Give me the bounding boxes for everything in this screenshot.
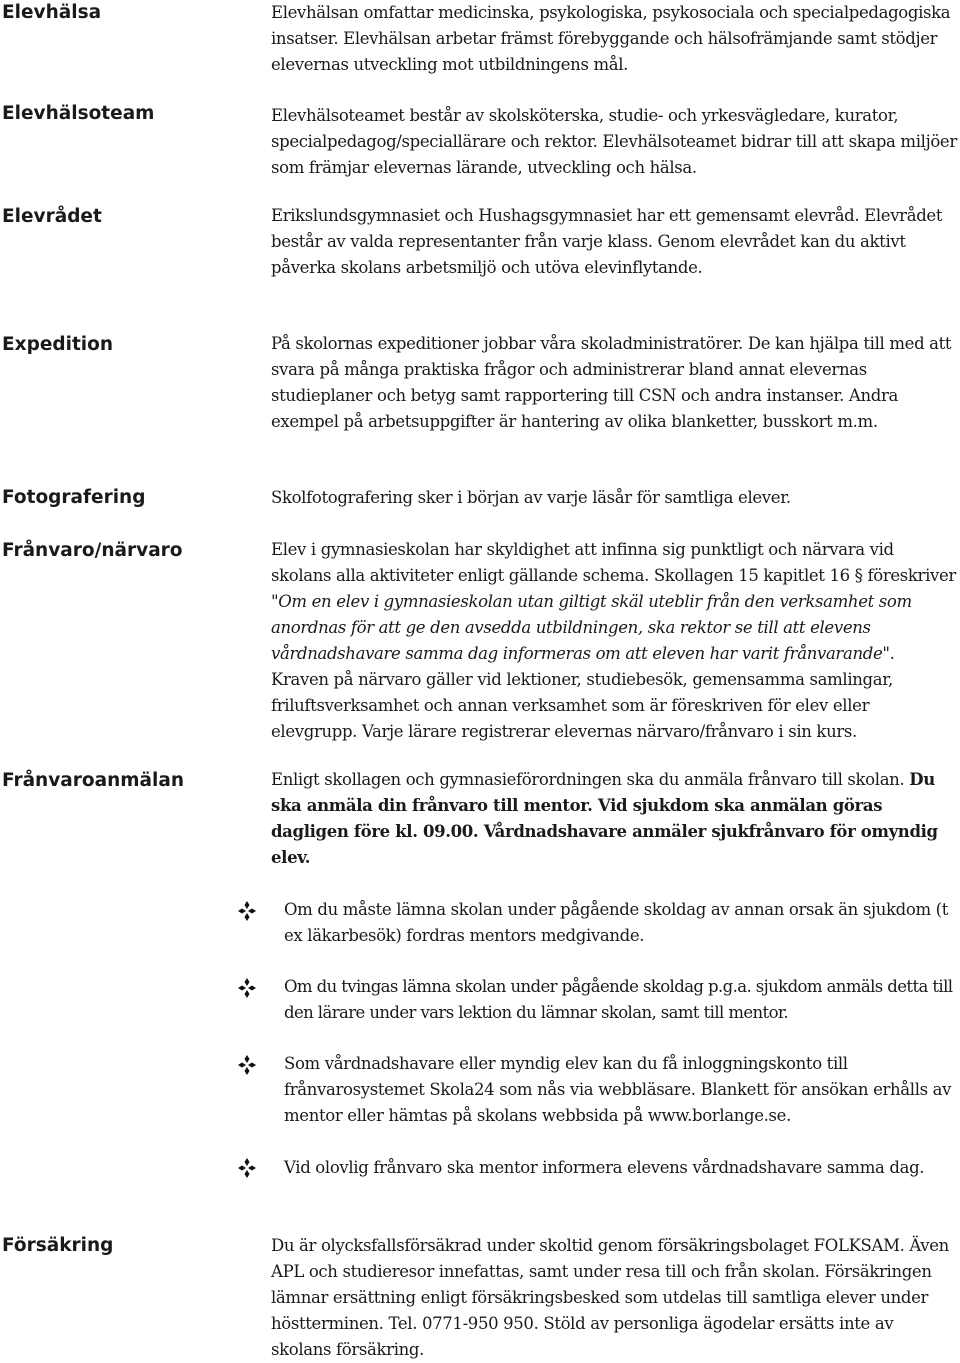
text-expedition: På skolornas expeditioner jobbar våra skoladministratörer. De kan hjälpa till med att svara på många praktiska frågor och administrerar bland annat elevernas studieplaner och betyg samt rapportering till CSN och andra instanser. Andra exempel på arbetsuppgifter är hantering av olika blanketter, busskort m.m. xyxy=(271,334,952,431)
diamond-bullet-icon xyxy=(233,901,261,921)
heading-franvaro-narvaro: Frånvaro/närvaro xyxy=(2,540,183,561)
heading-elevradet: Elevrådet xyxy=(2,206,102,227)
text-franvaroanmalan xyxy=(271,767,957,871)
list-item-unauthorized-absence: Vid olovlig frånvaro ska mentor informera elevens vårdnadshavare samma dag. xyxy=(284,1158,925,1177)
heading-elevhalsa: Elevhälsa xyxy=(2,2,102,23)
text-fotografering: Skolfotografering sker i början av varje läsår för samtliga elever. xyxy=(271,488,791,507)
text-elevhalsa: Elevhälsan omfattar medicinska, psykologiska, psykosociala och specialpedagogiska insatser. Elevhälsan arbetar främst förebyggande och hälsofrämjande samt stödjer elevernas utveckling mot utbildningens mål. xyxy=(271,3,951,74)
text-elevradet: Erikslundsgymnasiet och Hushagsgymnasiet har ett gemensamt elevråd. Elevrådet består av valda representanter från varje klass. Genom elevrådet kan du aktivt påverka skolans arbetsmiljö och utöva elevinflytande. xyxy=(271,206,943,277)
diamond-bullet-icon xyxy=(233,1158,261,1178)
heading-forsakring: Försäkring xyxy=(2,1235,114,1256)
text-franvaro-intro: Elev i gymnasieskolan har skyldighet att infinna sig punktligt och närvara vid skolans alla aktiviteter enligt gällande schema. Skollagen 15 kapitlet 16 xyxy=(271,540,894,585)
text-forsakring: Du är olycksfallsförsäkrad under skoltid genom försäkringsbolaget FOLKSAM. Även APL och studieresor innefattas, samt under resa till och från skolan. Försäkringen lämnar ersättning enligt försäkringsbesked som utdelas till samtliga elever under höstterminen. Tel. 0771-950 950. Stöld av personliga ägodelar ersätts inte av skolans försäkring. xyxy=(271,1236,949,1359)
law-quote-end: ". xyxy=(882,644,895,663)
diamond-bullet-icon xyxy=(233,1055,261,1075)
list-item-sick-leave: Om du tvingas lämna skolan under pågående skoldag p.g.a. sjukdom anmäls detta till den lärare under vars lektion du lämnar skolan, samt till mentor. xyxy=(284,977,953,1022)
text-franvaro-requirements: Kraven på närvaro gäller vid lektioner, studiebesök, gemensamma samlingar, friluftsverksamhet och annan verksamhet som är föreskriven för elev eller elevgrupp. Varje lärare registrerar elevernas närvaro/frånvaro i sin kurs. xyxy=(271,670,893,741)
law-quote: Om en elev i gymnasieskolan utan giltigt skäl uteblir från den verksamhet som anordnas för att ge den avsedda utbildningen, ska rektor se till att elevens vårdnadshavare samma dag informeras om att eleven har varit frånvarande xyxy=(271,592,912,663)
text-franvaroanmalan-intro: Enligt skollagen och gymnasieförordningen ska du anmäla frånvaro till skolan. xyxy=(271,770,910,789)
heading-fotografering: Fotografering xyxy=(2,487,146,508)
text-franvaro-prescribes: föreskriver " xyxy=(271,566,956,611)
section-sign: § xyxy=(854,566,863,585)
heading-elevhalsoteam: Elevhälsoteam xyxy=(2,103,155,124)
heading-franvaroanmalan: Frånvaroanmälan xyxy=(2,770,185,791)
list-item-skola24: Som vårdnadshavare eller myndig elev kan du få inloggningskonto till frånvarosystemet Skola24 som nås via webbläsare. Blankett för ansökan erhålls av mentor eller hämtas på skolans webbsida på www.borlange.se. xyxy=(284,1054,952,1125)
text-elevhalsoteam: Elevhälsoteamet består av skolsköterska, studie- och yrkesvägledare, kurator, specialpedagog/speciallärare och rektor. Elevhälsoteamet bidrar till att skapa miljöer som främjar elevernas lärande, utveckling och hälsa. xyxy=(271,106,957,177)
text-franvaro-narvaro xyxy=(271,537,957,745)
list-item-leave-permission: Om du måste lämna skolan under pågående skoldag av annan orsak än sjukdom (t ex läkarbesök) fordras mentors medgivande. xyxy=(284,900,948,945)
heading-expedition: Expedition xyxy=(2,334,114,355)
text-franvaroanmalan-bold: Du ska anmäla din frånvaro till mentor. Vid sjukdom ska anmälan göras dagligen före kl. 09.00. Vårdnadshavare anmäler sjukfrånvaro för omyndig elev. xyxy=(271,770,938,867)
diamond-bullet-icon xyxy=(233,978,261,998)
